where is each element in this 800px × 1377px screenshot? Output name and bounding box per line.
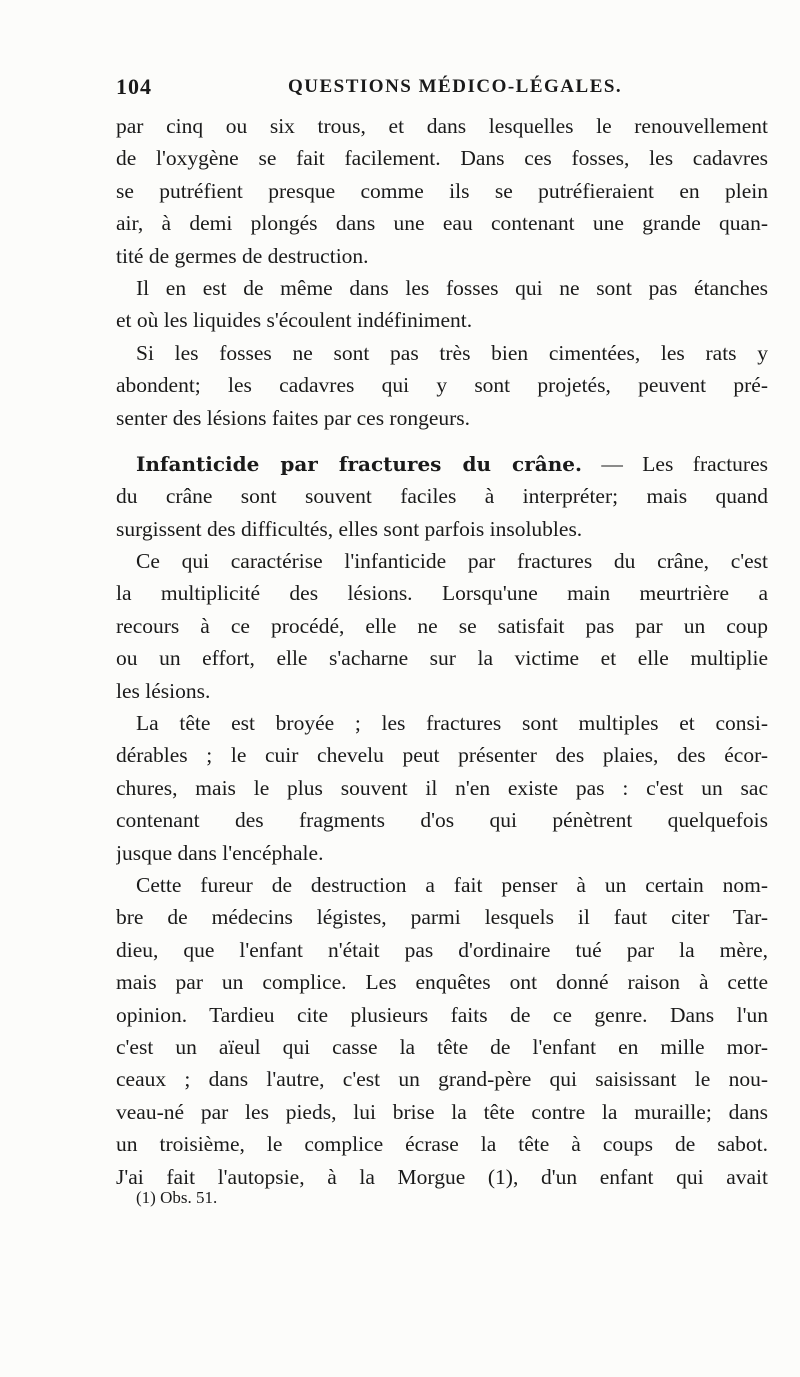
text-line: Il en est de même dans les fosses qui ne sont pas étanches xyxy=(136,275,768,300)
running-head: QUESTIONS MÉDICO-LÉGALES. xyxy=(288,76,623,97)
text-line: J'ai fait l'autopsie, à la Morgue (1), d'un enfant qui avait xyxy=(116,1164,768,1189)
text-line: de l'oxygène se fait facilement. Dans ces fosses, les cadavres xyxy=(116,146,768,171)
text-line: veau-né par les pieds, lui brise la tête contre la muraille; dans xyxy=(116,1099,768,1124)
text-line: se putréfient presque comme ils se putréfieraient en plein xyxy=(116,178,768,203)
section-heading-line xyxy=(116,448,768,480)
text-line: la multiplicité des lésions. Lorsqu'une main meurtrière a xyxy=(116,581,768,606)
page-header xyxy=(116,74,686,106)
text-line: recours à ce procédé, elle ne se satisfait pas par un coup xyxy=(116,613,768,638)
text-line: air, à demi plongés dans une eau contenant une grande quan- xyxy=(116,211,768,236)
footnote: (1) Obs. 51. xyxy=(136,1188,218,1207)
text-line: par cinq ou six trous, et dans lesquelles le renouvellement xyxy=(116,114,768,138)
text-line: et où les liquides s'écoulent indéfiniment. xyxy=(116,308,473,333)
text-line: bre de médecins légistes, parmi lesquels il faut citer Tar- xyxy=(116,905,768,930)
text-line: La tête est broyée ; les fractures sont multiples et consi- xyxy=(136,711,768,736)
text-line: jusque dans l'encéphale. xyxy=(116,840,324,865)
text-line: du crâne sont souvent faciles à interpréter; mais quand xyxy=(116,484,768,509)
text-line: ceaux ; dans l'autre, c'est un grand-père qui saisissant le nou- xyxy=(116,1067,768,1092)
section-heading: Infanticide par fractures du crâne. xyxy=(136,451,582,476)
text-line: un troisième, le complice écrase la tête à coups de sabot. xyxy=(116,1132,768,1157)
text-line: opinion. Tardieu cite plusieurs faits de ce genre. Dans l'un xyxy=(116,1002,768,1027)
text-line: senter des lésions faites par ces rongeurs. xyxy=(116,405,471,430)
page-number: 104 xyxy=(116,74,152,99)
text-line: chures, mais le plus souvent il n'en existe pas : c'est un sac xyxy=(116,775,768,800)
text-line: Cette fureur de destruction a fait penser à un certain nom- xyxy=(136,872,768,897)
text-line: contenant des fragments d'os qui pénètrent quelquefois xyxy=(116,808,768,833)
body-text xyxy=(116,110,768,1193)
text-line: dieu, que l'enfant n'était pas d'ordinaire tué par la mère, xyxy=(116,937,768,962)
text-line: tité de germes de destruction. xyxy=(116,243,369,268)
section-heading-continuation: — Les fractures xyxy=(581,451,768,476)
text-line: mais par un complice. Les enquêtes ont donné raison à cette xyxy=(116,970,768,995)
text-line: c'est un aïeul qui casse la tête de l'enfant en mille mor- xyxy=(116,1034,768,1059)
text-line: dérables ; le cuir chevelu peut présenter des plaies, des écor- xyxy=(116,743,768,768)
text-line: les lésions. xyxy=(116,678,211,703)
text-line: Si les fosses ne sont pas très bien cimentées, les rats y xyxy=(136,340,768,365)
text-line: surgissent des difficultés, elles sont parfois insolubles. xyxy=(116,516,583,541)
text-line: Ce qui caractérise l'infanticide par fractures du crâne, c'est xyxy=(136,549,768,574)
text-line: ou un effort, elle s'acharne sur la victime et elle multiplie xyxy=(116,646,768,671)
text-line: abondent; les cadavres qui y sont projetés, peuvent pré- xyxy=(116,373,768,398)
